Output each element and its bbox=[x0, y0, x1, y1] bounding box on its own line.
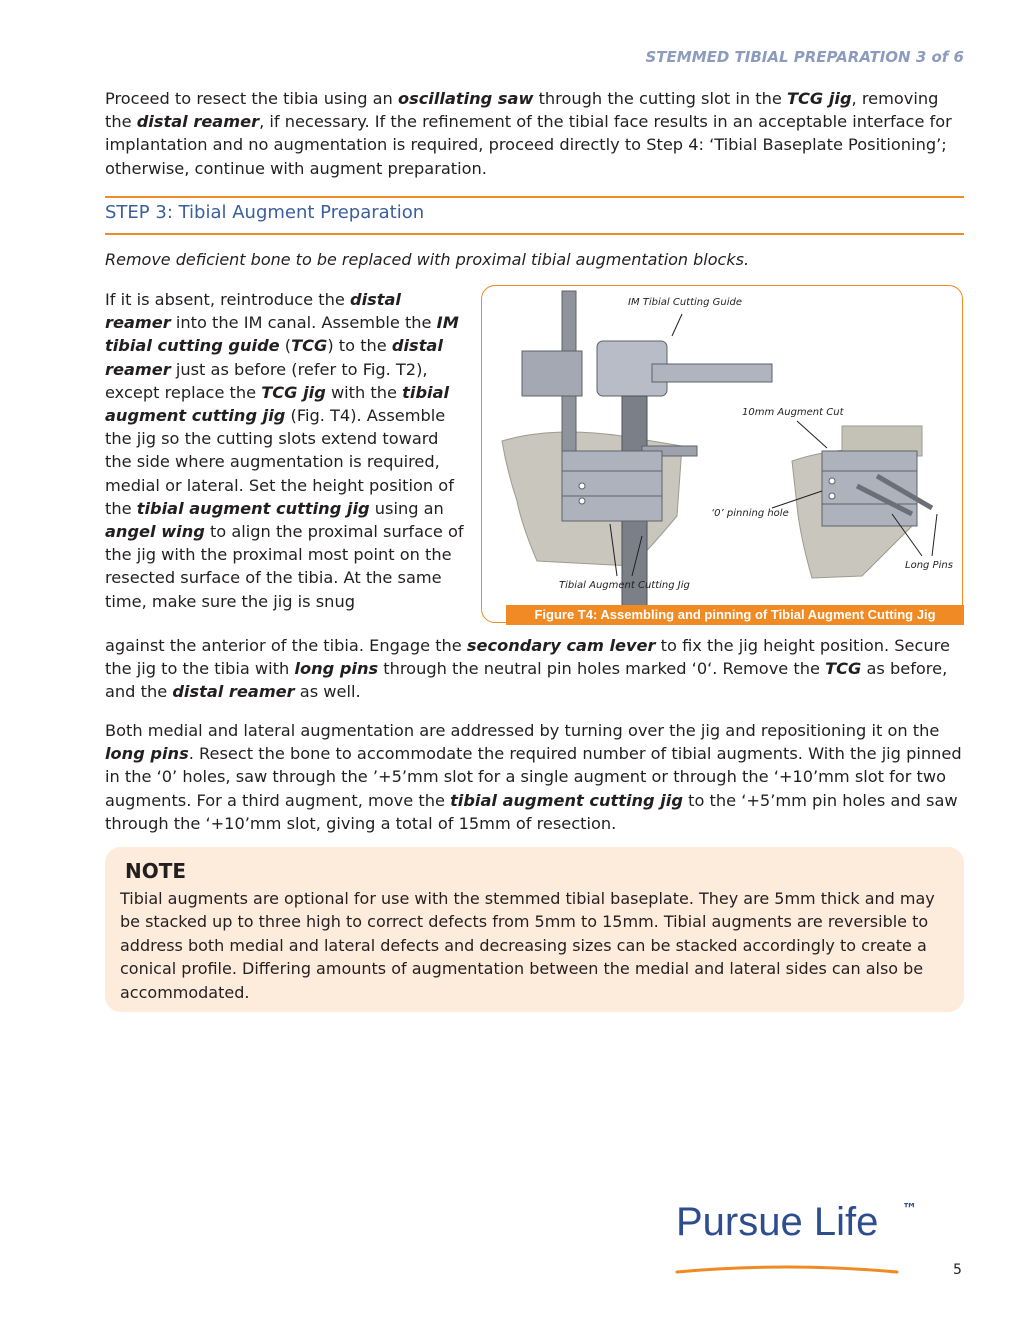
figure-illustration bbox=[482, 286, 963, 623]
running-header: STEMMED TIBIAL PREPARATION 3 of 6 bbox=[645, 48, 964, 66]
step-rule-bottom bbox=[105, 233, 964, 235]
note-box bbox=[105, 847, 964, 1012]
label-im-guide: IM Tibial Cutting Guide bbox=[628, 297, 743, 308]
intro-paragraph: Proceed to resect the tibia using an oscillating saw through the cutting slot in the TCG jig, removing the distal reamer, if necessary. If the refinement of the tibial face results in an acceptable interface for implantation and no augmentation is required, proceed directly to Step 4: ‘Tibial Baseplate Positioning’; otherwise, continue with augment preparation. bbox=[105, 89, 952, 178]
body-paragraph: If it is absent, reintroduce the distal reamer into the IM canal. Assemble the IM tibial cutting guide (TCG) to the distal reamer just as before (refer to Fig. T2), except replace the TCG jig with the tibial augment cutting jig (Fig. T4). Assemble the jig so the cutting slots extend toward the side where augmentation is required, medial or lateral. Set the height position of the tibial augment cutting jig using an angel wing to align the proximal surface of the jig with the proximal most point on the resected surface of the tibia. At the same time, make sure the jig is snug bbox=[105, 290, 464, 611]
label-jig: Tibial Augment Cutting Jig bbox=[559, 580, 690, 591]
step-title: STEP 3: Tibial Augment Preparation bbox=[105, 202, 425, 223]
third-paragraph: Both medial and lateral augmentation are addressed by turning over the jig and repositioning it on the long pins. Resect the bone to accommodate the required number of tibial augments. With the jig pinned in the ‘0’ holes, saw through the ’+5’mm slot for a single augment or through the ‘+10’mm slot for two augments. For a third augment, move the tibial augment cutting jig to the ‘+5’mm pin holes and saw through the ‘+10’mm slot, giving a total of 15mm of resection. bbox=[105, 721, 962, 833]
figure-t4 bbox=[481, 285, 963, 623]
label-augment-cut: 10mm Augment Cut bbox=[742, 407, 844, 418]
trademark-symbol: ™ bbox=[902, 1200, 917, 1218]
pursue-life-logo: Pursue Life bbox=[676, 1200, 879, 1244]
logo-swoosh-icon bbox=[675, 1262, 900, 1276]
page-number: 5 bbox=[953, 1262, 962, 1278]
label-long-pins: Long Pins bbox=[905, 560, 953, 571]
body-paragraph-continued: against the anterior of the tibia. Engage the secondary cam lever to fix the jig height position. Secure the jig to the tibia with long pins through the neutral pin holes marked ‘0‘. Remove the TCG as before, and the distal reamer as well. bbox=[105, 636, 950, 702]
step-rule-top bbox=[105, 196, 964, 198]
note-text: Tibial augments are optional for use with the stemmed tibial baseplate. They are 5mm thick and may be stacked up to three high to correct defects from 5mm to 15mm. Tibial augments are reversible to address both medial and lateral defects and decreasing sizes can be stacked accordingly to create a conical profile. Differing amounts of augmentation between the medial and lateral sides can also be accommodated. bbox=[120, 889, 935, 1002]
note-title: NOTE bbox=[125, 859, 187, 883]
figure-caption: Figure T4: Assembling and pinning of Tibial Augment Cutting Jig bbox=[506, 605, 964, 625]
step-subtitle: Remove deficient bone to be replaced with proximal tibial augmentation blocks. bbox=[105, 250, 750, 269]
label-pinning-hole: ‘0’ pinning hole bbox=[711, 508, 789, 519]
